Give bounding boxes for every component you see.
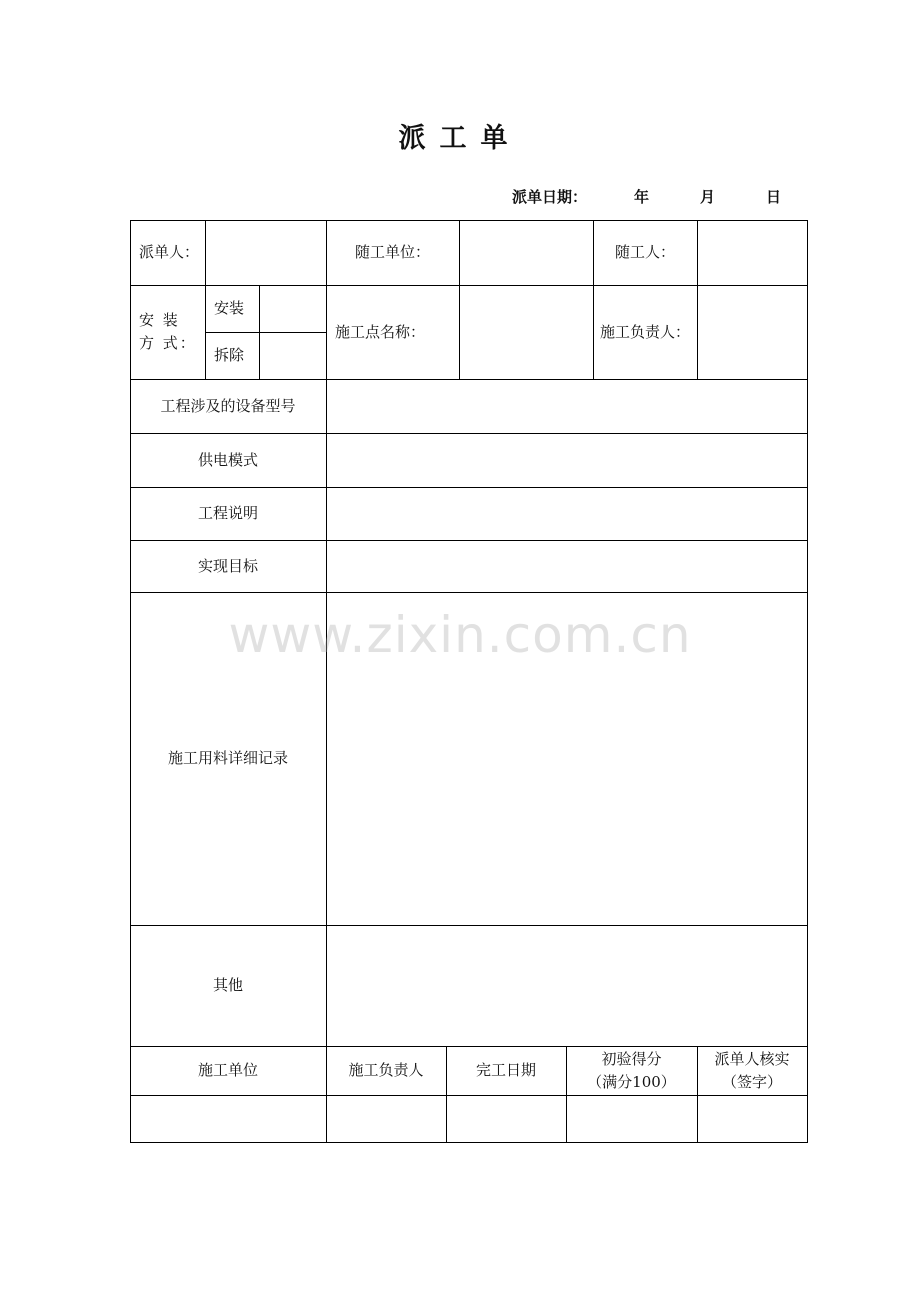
site-name-field[interactable] [460,286,593,379]
date-month-unit: 月 [700,188,716,206]
footer-unit-field[interactable] [131,1096,326,1142]
other-field[interactable] [327,926,807,1046]
dispatch-date-label: 派单日期： [512,188,588,206]
install-option-field[interactable] [260,286,326,332]
project-desc-label: 工程说明 [197,504,258,522]
material-record-label: 施工用料详细记录 [167,749,288,767]
other-label: 其他 [212,976,243,994]
remove-option-label: 拆除 [214,346,245,364]
remove-option-field[interactable] [260,333,326,379]
follow-unit-field[interactable] [460,221,593,285]
follow-person-label: 随工人： [614,243,675,261]
dispatcher-label: 派单人： [139,243,200,261]
dispatcher-field[interactable] [206,221,326,285]
footer-verify-field[interactable] [698,1096,807,1142]
table-border-bottom [130,1142,808,1143]
equipment-model-field[interactable] [327,380,807,433]
footer-header-finish-date: 完工日期 [475,1061,536,1079]
page-title: 派工单 [398,123,522,154]
project-desc-field[interactable] [327,488,807,540]
table-border-right [807,220,808,1143]
goal-label: 实现目标 [197,556,258,575]
site-name-label: 施工点名称： [335,322,426,341]
install-method-label: 安 装 方 式： [139,311,197,352]
date-day-unit: 日 [766,188,782,206]
footer-header-unit: 施工单位 [197,1061,258,1079]
site-leader-field[interactable] [698,286,807,379]
footer-score-field[interactable] [567,1096,697,1142]
site-leader-label: 施工负责人： [599,322,690,341]
power-mode-field[interactable] [327,434,807,487]
follow-person-field[interactable] [698,221,807,285]
footer-finish-date-field[interactable] [447,1096,566,1142]
footer-header-score: 初验得分 （满分100） [587,1049,676,1091]
goal-field[interactable] [327,541,807,592]
power-mode-label: 供电模式 [197,450,258,469]
watermark: www.zixin.com.cn [228,606,692,664]
date-year-unit: 年 [634,188,650,206]
follow-unit-label: 随工单位： [354,243,430,261]
footer-header-leader: 施工负责人 [348,1061,424,1079]
material-record-field[interactable] [327,593,807,925]
footer-leader-field[interactable] [327,1096,446,1142]
equipment-model-label: 工程涉及的设备型号 [160,396,296,415]
footer-header-verify: 派单人核实 （签字） [714,1049,790,1091]
install-option-label: 安装 [214,299,245,317]
